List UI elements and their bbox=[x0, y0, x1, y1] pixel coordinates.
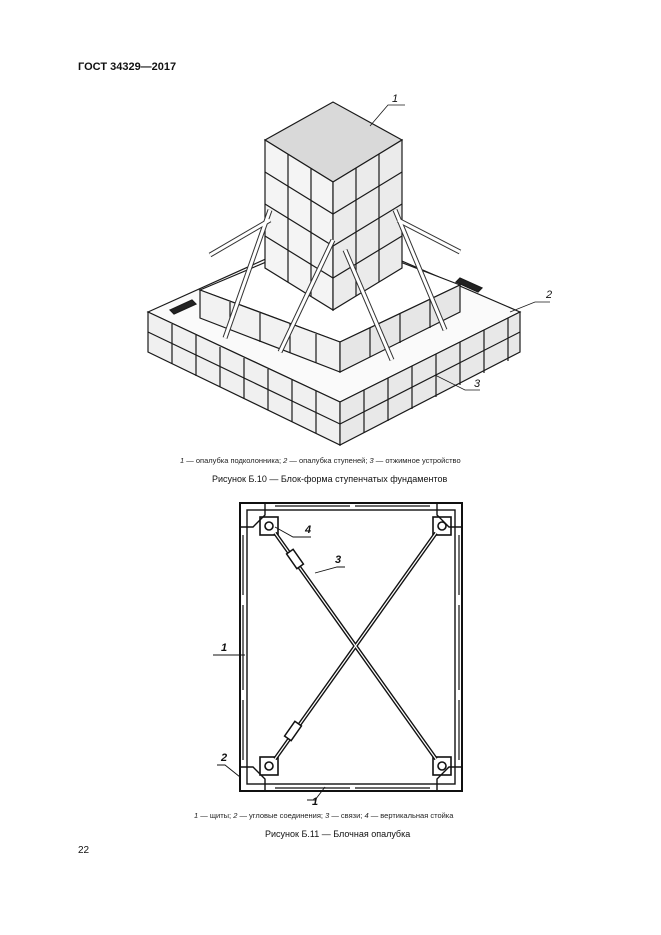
vertical-post-bl bbox=[260, 757, 278, 775]
fig11-callout-3: 3 bbox=[335, 554, 342, 566]
callout-leader-1 bbox=[370, 105, 405, 126]
figure-b11-title: Рисунок Б.11 — Блочная опалубка bbox=[265, 829, 411, 839]
corner-connection-tr bbox=[437, 503, 462, 527]
figure-b11-drawing bbox=[215, 495, 485, 810]
corner-connection-tl bbox=[240, 503, 265, 527]
vertical-post-tl bbox=[260, 517, 278, 535]
vertical-post-br bbox=[433, 757, 451, 775]
callout-1: 1 bbox=[392, 93, 399, 105]
fig11-callout-4: 4 bbox=[305, 524, 312, 536]
figure-b10-title: Рисунок Б.10 — Блок-форма ступенчатых фундаментов bbox=[212, 474, 448, 484]
fig11-callout-2: 2 bbox=[221, 752, 228, 764]
callout-2: 2 bbox=[546, 289, 553, 301]
figure-b11-legend: 1 — щиты; 2 — угловые соединения; 3 — связи; 4 — вертикальная стойка bbox=[194, 811, 454, 820]
corner-connection-bl bbox=[240, 767, 265, 791]
fig11-callout-1-bottom: 1 bbox=[312, 796, 319, 808]
figure-b10-drawing bbox=[130, 90, 553, 450]
callout-3: 3 bbox=[474, 378, 481, 390]
page-number: 22 bbox=[78, 845, 90, 856]
fig11-callout-1-left: 1 bbox=[221, 642, 228, 654]
figure-b10-legend: 1 — опалубка подколонника; 2 — опалубка ступеней; 3 — отжимное устройство bbox=[180, 456, 461, 465]
document-header: ГОСТ 34329—2017 bbox=[78, 61, 177, 73]
